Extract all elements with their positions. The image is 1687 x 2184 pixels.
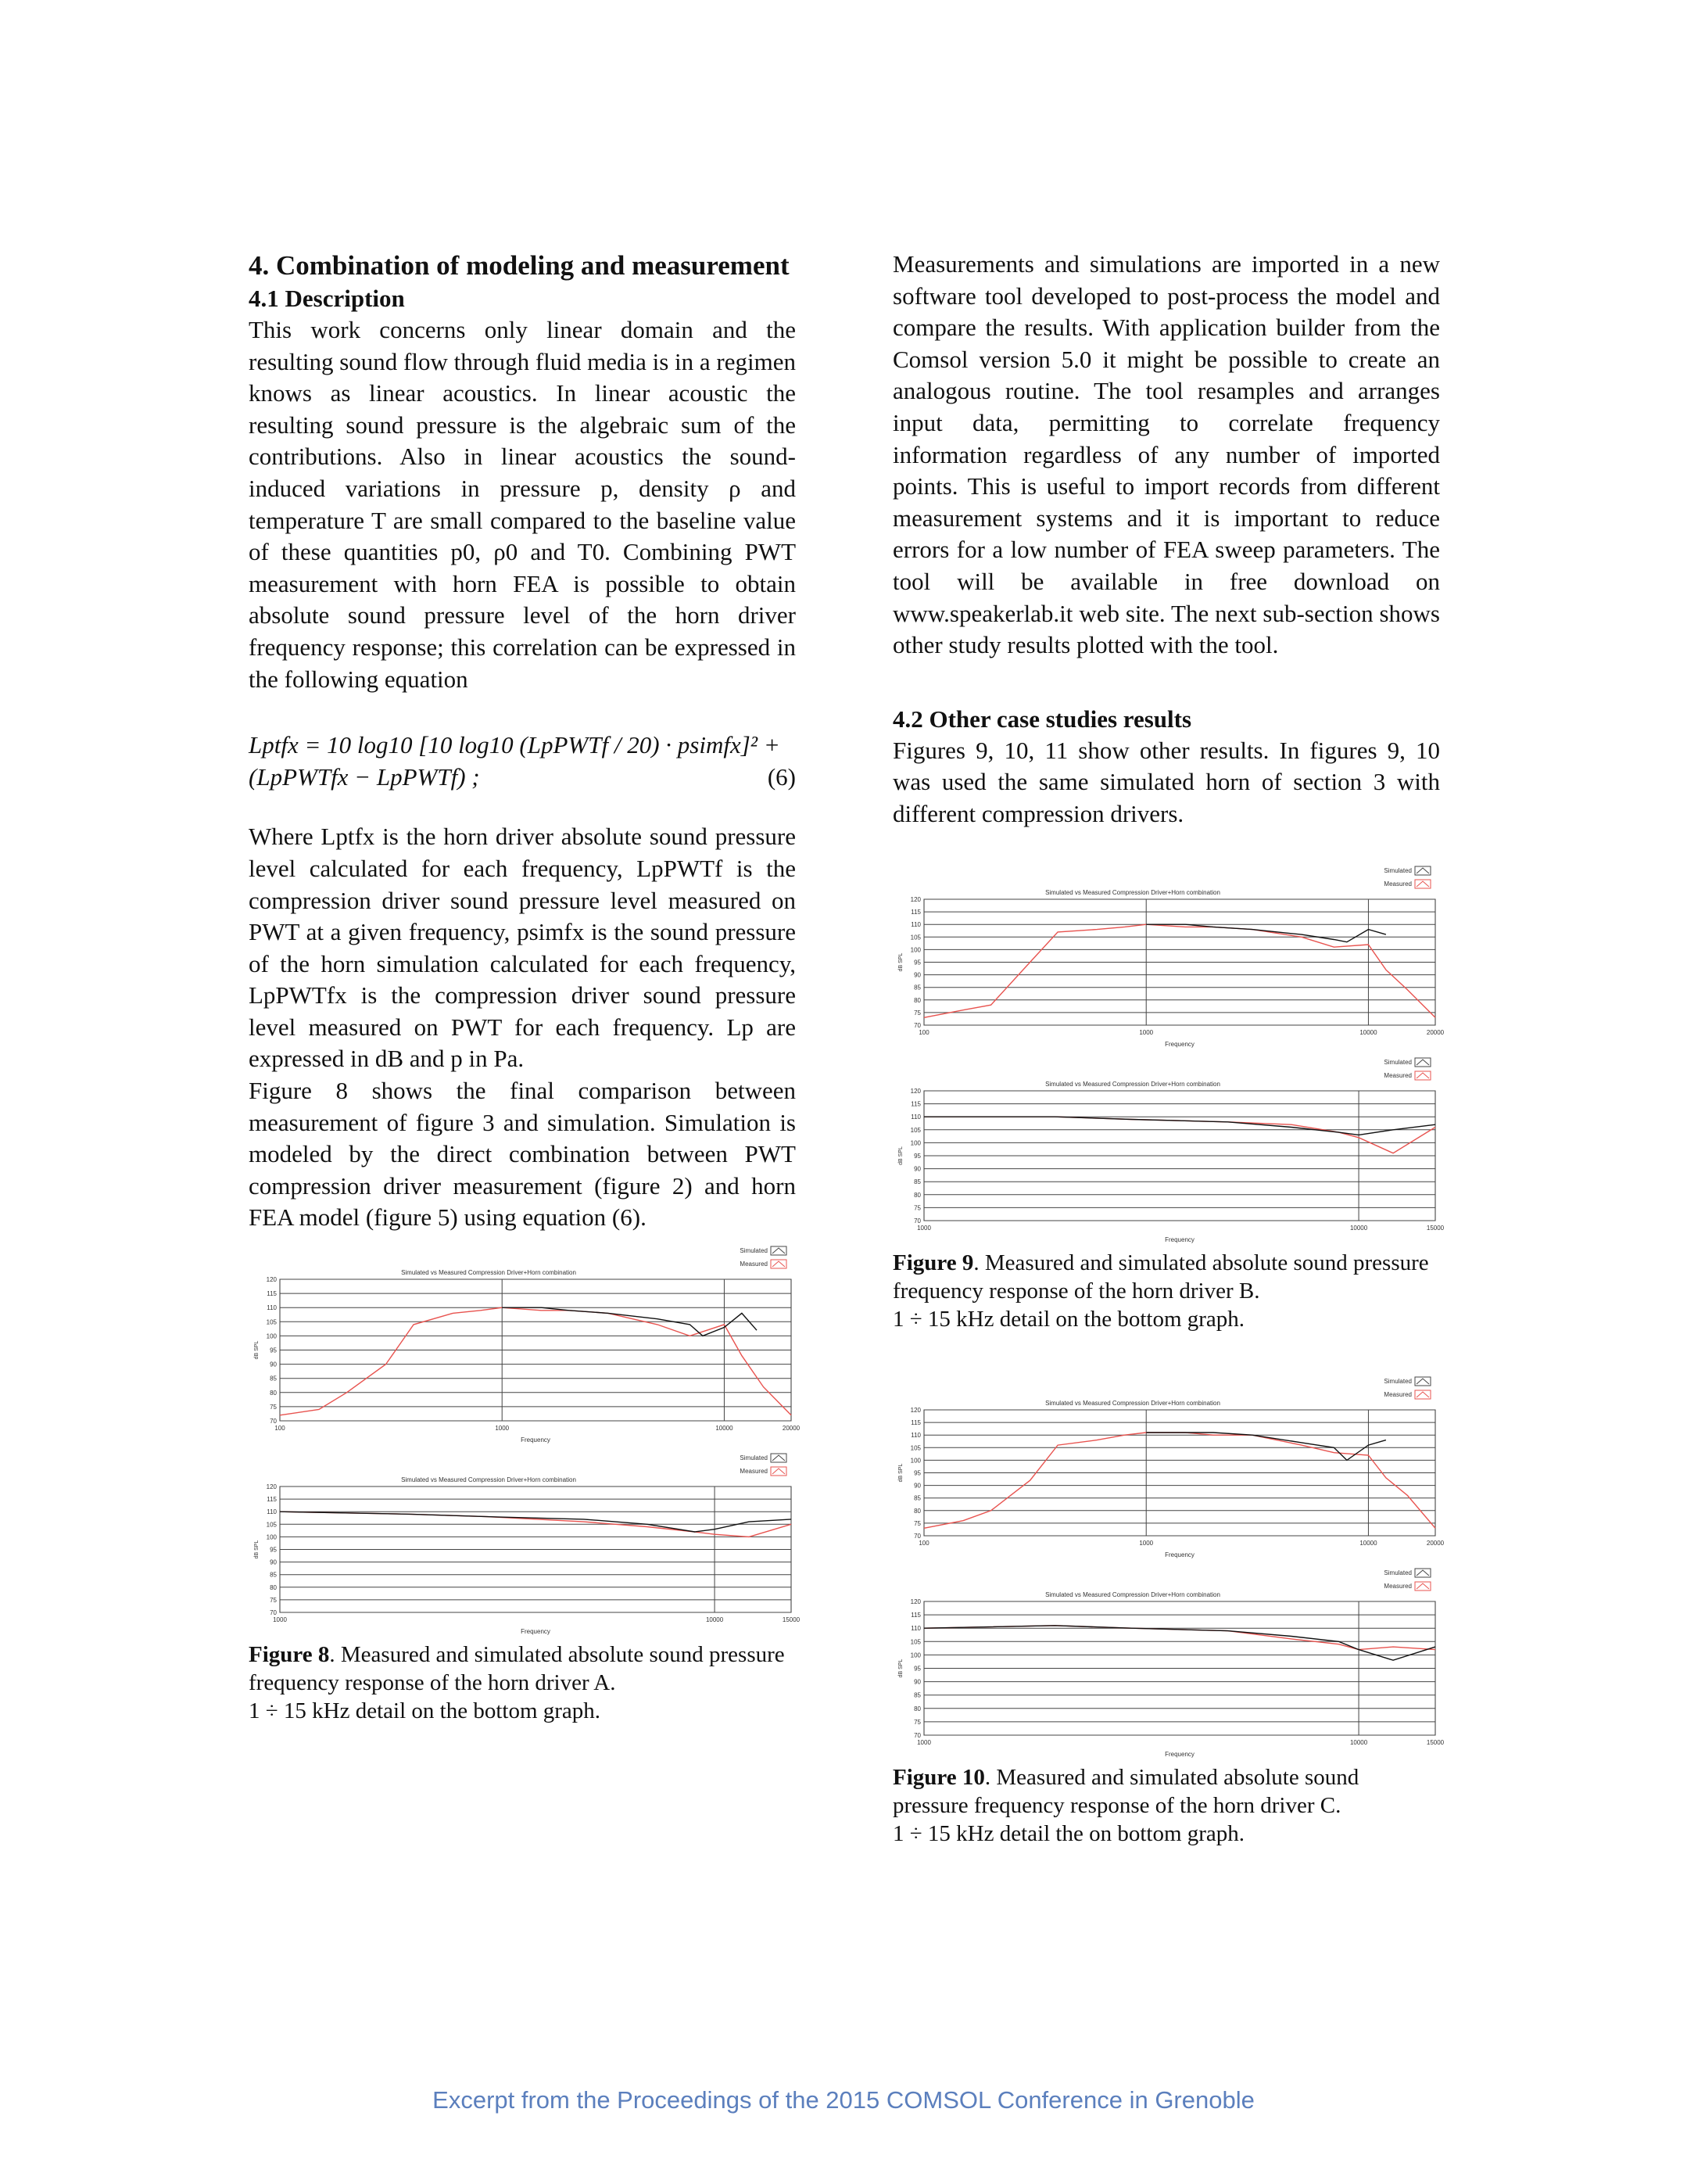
- y-axis-label: dB SPL: [254, 1340, 260, 1360]
- section-heading: 4. Combination of modeling and measurement: [249, 250, 790, 281]
- legend-measured: Measured: [740, 1261, 768, 1268]
- equation-line-2: (LpPWTfx − LpPWTf) ;: [249, 762, 480, 791]
- series-line-simulated: [280, 1307, 791, 1415]
- y-tick-label: 110: [911, 1113, 921, 1121]
- y-tick-label: 110: [911, 1431, 921, 1439]
- x-tick-label: 10000: [1349, 1224, 1368, 1232]
- y-tick-label: 85: [914, 1178, 921, 1185]
- y-tick-label: 80: [914, 1507, 921, 1515]
- y-tick-label: 115: [911, 1611, 921, 1619]
- figure-10-label: Figure 10: [893, 1764, 985, 1790]
- figure-10: [893, 1372, 1445, 1763]
- legend-glyph-simulated: [772, 1455, 785, 1461]
- y-tick-label: 120: [910, 1598, 921, 1605]
- x-tick-label: 1000: [495, 1425, 510, 1433]
- y-tick-label: 105: [910, 1443, 921, 1451]
- legend-measured: Measured: [1384, 1390, 1412, 1398]
- figure-9-caption-line2: 1 ÷ 15 kHz detail on the bottom graph.: [893, 1306, 1245, 1332]
- y-tick-label: 70: [914, 1217, 921, 1225]
- y-tick-label: 90: [270, 1361, 277, 1368]
- x-tick-label: 10000: [1359, 1028, 1377, 1036]
- series-line-measured: [1146, 1433, 1386, 1460]
- legend-simulated: Simulated: [740, 1247, 768, 1255]
- y-tick-label: 90: [914, 971, 921, 979]
- figure-9-caption: [893, 1249, 1440, 1333]
- subsection-heading-4-2: 4.2 Other case studies results: [893, 705, 1192, 733]
- x-tick-label: 1000: [1139, 1028, 1154, 1036]
- paragraph-tool: Measurements and simulations are imported in a new software tool developed to post-process the model and compare the results. With application builder from the Comsol version 5.0 it might be possible to create an analogous routine. The tool resamples and arranges input data, permitting to correlate frequency information regardless of any number of imported points. This is useful to import records from different measurement systems and it is important to reduce errors for a low number of FEA sweep parameters. The tool will be available in free download on www.speakerlab.it web site. The next sub-section shows other study results plotted with the tool.: [893, 250, 1440, 659]
- x-axis-label: Frequency: [1165, 1750, 1195, 1758]
- legend-glyph-measured: [772, 1261, 785, 1267]
- figure-9-label: Figure 9: [893, 1250, 974, 1275]
- x-tick-label: 10000: [705, 1616, 724, 1624]
- y-tick-label: 115: [267, 1496, 277, 1504]
- y-tick-label: 100: [266, 1533, 277, 1541]
- y-tick-label: 105: [910, 1126, 921, 1134]
- y-tick-label: 85: [270, 1571, 277, 1579]
- y-tick-label: 110: [911, 1624, 921, 1632]
- legend-simulated: Simulated: [1384, 1569, 1412, 1576]
- chart-title: Simulated vs Measured Compression Driver+Horn combination: [1045, 1590, 1220, 1598]
- chart-title: Simulated vs Measured Compression Driver+Horn combination: [1045, 888, 1220, 896]
- x-tick-label: 20000: [782, 1425, 801, 1433]
- x-tick-label: 10000: [1359, 1539, 1377, 1547]
- x-tick-label: 20000: [1426, 1539, 1445, 1547]
- y-tick-label: 115: [911, 1100, 921, 1108]
- y-tick-label: 90: [914, 1482, 921, 1490]
- chart-fig8-bottom: [249, 1449, 801, 1641]
- equation-line-1: Lptfx = 10 log10 [10 log10 (LpPWTf / 20) · psimfx]² +: [249, 731, 780, 759]
- figure-8-caption: [249, 1641, 796, 1725]
- y-tick-label: 80: [914, 1705, 921, 1712]
- y-tick-label: 120: [910, 895, 921, 903]
- left-column: [249, 249, 801, 1725]
- x-axis-label: Frequency: [1165, 1040, 1195, 1048]
- y-tick-label: 100: [910, 1651, 921, 1659]
- footer: Excerpt from the Proceedings of the 2015 COMSOL Conference in Grenoble: [432, 2086, 1255, 2114]
- x-axis-label: Frequency: [1165, 1551, 1195, 1558]
- chart-fig9-top: [893, 862, 1445, 1053]
- y-tick-label: 70: [270, 1418, 277, 1426]
- y-tick-label: 75: [914, 1009, 921, 1017]
- chart-title: Simulated vs Measured Compression Driver+Horn combination: [401, 1269, 576, 1277]
- y-tick-label: 95: [914, 1665, 921, 1672]
- x-tick-label: 100: [919, 1028, 929, 1036]
- figure-10-caption: [893, 1763, 1440, 1848]
- legend-glyph-simulated: [1417, 868, 1429, 873]
- y-tick-label: 100: [910, 1139, 921, 1146]
- y-tick-label: 85: [914, 1691, 921, 1699]
- y-tick-label: 105: [910, 933, 921, 941]
- figure-8-caption-line2: 1 ÷ 15 kHz detail on the bottom graph.: [249, 1698, 601, 1724]
- x-tick-label: 1000: [917, 1738, 931, 1746]
- y-tick-label: 115: [911, 1418, 921, 1426]
- y-axis-label: dB SPL: [898, 952, 904, 971]
- legend-simulated: Simulated: [1384, 1058, 1412, 1066]
- y-tick-label: 85: [270, 1375, 277, 1382]
- y-tick-label: 110: [911, 920, 921, 928]
- y-tick-label: 120: [910, 1087, 921, 1095]
- legend-glyph-measured: [1417, 1392, 1429, 1397]
- x-tick-label: 10000: [715, 1425, 733, 1433]
- y-tick-label: 95: [914, 1469, 921, 1476]
- y-tick-label: 80: [914, 1191, 921, 1199]
- legend-glyph-measured: [1417, 1073, 1429, 1078]
- legend-simulated: Simulated: [1384, 866, 1412, 874]
- y-tick-label: 115: [911, 908, 921, 916]
- legend-glyph-measured: [772, 1469, 785, 1474]
- legend-measured: Measured: [740, 1468, 768, 1476]
- y-tick-label: 70: [914, 1021, 921, 1029]
- legend-glyph-simulated: [1417, 1570, 1429, 1576]
- paragraph-where: Where Lptfx is the horn driver absolute sound pressure level calculated for each frequency, LpPWTf is the compression driver sound pressure level measured on PWT at a given frequency, psimfx is the sound pressure of the horn simulation calculated for each frequency, LpPWTfx is the compression driver sound pressure level measured on PWT for each frequency. Lp are expressed in dB and p in Pa.: [249, 823, 796, 1073]
- x-tick-label: 15000: [1426, 1224, 1445, 1232]
- y-tick-label: 90: [914, 1165, 921, 1173]
- y-tick-label: 120: [266, 1276, 277, 1284]
- figure-9-caption-text: . Measured and simulated absolute sound pressure frequency response of the horn driver B.: [893, 1250, 1429, 1304]
- paragraph-other-results: Figures 9, 10, 11 show other results. In figures 9, 10 was used the same simulated horn of section 3 with different compression drivers.: [893, 736, 1440, 827]
- y-tick-label: 70: [914, 1731, 921, 1739]
- chart-fig10-top: [893, 1372, 1445, 1564]
- legend-glyph-simulated: [1417, 1379, 1429, 1384]
- y-tick-label: 95: [270, 1347, 277, 1354]
- y-tick-label: 110: [267, 1508, 277, 1516]
- x-tick-label: 20000: [1426, 1028, 1445, 1036]
- figure-10-caption-text: . Measured and simulated absolute sound pressure frequency response of the horn driver C.: [893, 1764, 1359, 1818]
- x-tick-label: 10000: [1349, 1738, 1368, 1746]
- equation-6: [249, 730, 796, 793]
- legend-glyph-measured: [1417, 1583, 1429, 1589]
- y-tick-label: 70: [270, 1609, 277, 1617]
- y-axis-label: dB SPL: [254, 1540, 260, 1559]
- y-axis-label: dB SPL: [898, 1659, 904, 1677]
- x-tick-label: 1000: [273, 1616, 287, 1624]
- chart-title: Simulated vs Measured Compression Driver+Horn combination: [1045, 1080, 1220, 1088]
- chart-title: Simulated vs Measured Compression Driver+Horn combination: [401, 1476, 576, 1484]
- y-tick-label: 110: [267, 1304, 277, 1312]
- y-tick-label: 80: [270, 1389, 277, 1397]
- y-tick-label: 90: [914, 1678, 921, 1686]
- paragraph-description: This work concerns only linear domain and the resulting sound flow through fluid media is in a regimen knows as linear acoustics. In linear acoustic the resulting sound pressure is the algebraic sum of the contributions. Also in linear acoustics the sound-induced variations in pressure p, density ρ and temperature T are small compared to the baseline value of these quantities p0, ρ0 and T0. Combining PWT measurement with horn FEA is possible to obtain absolute sound pressure level of the horn driver frequency response; this correlation can be expressed in the following equation: [249, 316, 796, 693]
- y-tick-label: 105: [266, 1521, 277, 1529]
- series-line-simulated: [924, 924, 1435, 1017]
- legend-measured: Measured: [1384, 1071, 1412, 1079]
- figure-8-label: Figure 8: [249, 1642, 330, 1668]
- figure-8: [249, 1242, 801, 1641]
- y-tick-label: 105: [266, 1318, 277, 1326]
- subsection-heading: 4.1 Description: [249, 285, 405, 312]
- legend-glyph-simulated: [772, 1248, 785, 1253]
- x-tick-label: 100: [274, 1425, 285, 1433]
- x-axis-label: Frequency: [521, 1436, 550, 1444]
- y-tick-label: 120: [910, 1406, 921, 1414]
- y-tick-label: 75: [270, 1596, 277, 1604]
- y-tick-label: 80: [270, 1583, 277, 1591]
- y-tick-label: 75: [914, 1519, 921, 1527]
- chart-fig10-bottom: [893, 1564, 1445, 1763]
- paragraph-figure8: Figure 8 shows the final comparison between measurement of figure 3 and simulation. Simulation is modeled by the direct combination between PWT compression driver measurement (figure 2) and horn FEA model (figure 5) using equation (6).: [249, 1077, 796, 1232]
- chart-title: Simulated vs Measured Compression Driver+Horn combination: [1045, 1399, 1220, 1407]
- y-tick-label: 95: [914, 1152, 921, 1160]
- figure-8-caption-text: . Measured and simulated absolute sound pressure frequency response of the horn driver A.: [249, 1642, 785, 1696]
- legend-measured: Measured: [1384, 880, 1412, 888]
- y-tick-label: 85: [914, 1494, 921, 1502]
- legend-simulated: Simulated: [1384, 1377, 1412, 1385]
- x-axis-label: Frequency: [521, 1628, 550, 1636]
- chart-fig9-bottom: [893, 1053, 1445, 1249]
- x-tick-label: 1000: [917, 1224, 931, 1232]
- y-tick-label: 90: [270, 1558, 277, 1566]
- equation-number: (6): [767, 762, 796, 791]
- y-tick-label: 85: [914, 984, 921, 992]
- chart-fig8-top: [249, 1242, 801, 1449]
- y-tick-label: 95: [270, 1546, 277, 1554]
- x-tick-label: 100: [919, 1539, 929, 1547]
- y-tick-label: 70: [914, 1532, 921, 1540]
- right-column: [893, 249, 1445, 1848]
- y-axis-label: dB SPL: [898, 1146, 904, 1165]
- y-tick-label: 75: [914, 1203, 921, 1211]
- y-tick-label: 105: [910, 1637, 921, 1645]
- legend-measured: Measured: [1384, 1582, 1412, 1590]
- y-tick-label: 75: [914, 1718, 921, 1726]
- y-tick-label: 120: [266, 1483, 277, 1491]
- figure-9: [893, 862, 1445, 1249]
- x-axis-label: Frequency: [1165, 1235, 1195, 1243]
- legend-glyph-simulated: [1417, 1060, 1429, 1065]
- x-tick-label: 15000: [1426, 1738, 1445, 1746]
- legend-glyph-measured: [1417, 881, 1429, 887]
- y-tick-label: 75: [270, 1403, 277, 1411]
- series-line-simulated: [924, 1433, 1435, 1528]
- figure-10-caption-line2: 1 ÷ 15 kHz detail the on bottom graph.: [893, 1820, 1245, 1846]
- y-tick-label: 115: [267, 1290, 277, 1298]
- y-tick-label: 100: [910, 945, 921, 953]
- y-tick-label: 95: [914, 959, 921, 966]
- x-tick-label: 1000: [1139, 1539, 1154, 1547]
- y-tick-label: 100: [266, 1332, 277, 1340]
- y-tick-label: 100: [910, 1456, 921, 1464]
- legend-simulated: Simulated: [740, 1454, 768, 1462]
- y-tick-label: 80: [914, 996, 921, 1004]
- x-tick-label: 15000: [782, 1616, 801, 1624]
- y-axis-label: dB SPL: [898, 1463, 904, 1482]
